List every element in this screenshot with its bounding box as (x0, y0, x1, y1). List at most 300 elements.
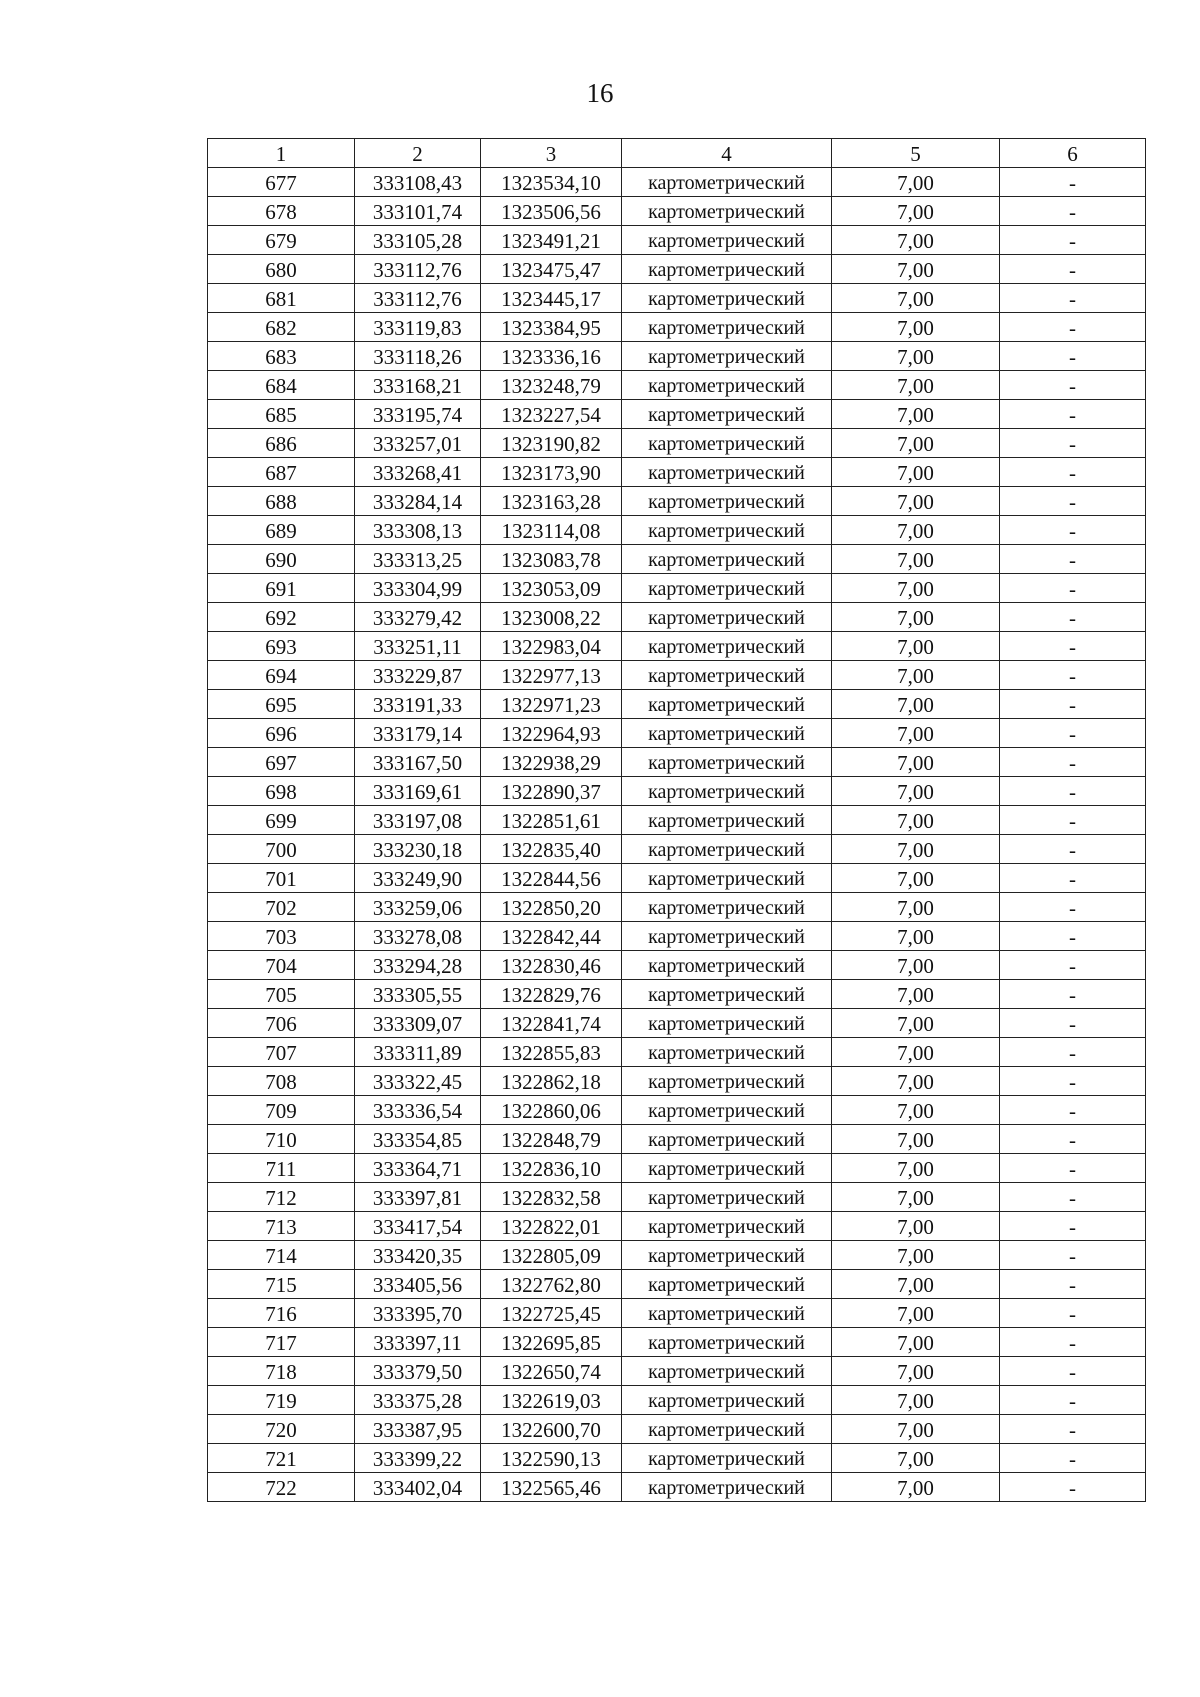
point-number-cell: 680 (208, 255, 355, 284)
table-row (208, 458, 1146, 487)
method-cell: картометрический (622, 806, 832, 835)
x-coordinate-cell: 333336,54 (355, 1096, 481, 1125)
description-cell: - (1000, 1444, 1146, 1473)
description-cell: - (1000, 632, 1146, 661)
method-cell: картометрический (622, 1473, 832, 1502)
accuracy-cell: 7,00 (832, 603, 1000, 632)
y-coordinate-cell: 1323491,21 (481, 226, 622, 255)
x-coordinate-cell: 333119,83 (355, 313, 481, 342)
table-row (208, 835, 1146, 864)
table-row (208, 371, 1146, 400)
x-coordinate-cell: 333354,85 (355, 1125, 481, 1154)
y-coordinate-cell: 1322829,76 (481, 980, 622, 1009)
y-coordinate-cell: 1322844,56 (481, 864, 622, 893)
x-coordinate-cell: 333313,25 (355, 545, 481, 574)
x-coordinate-cell: 333112,76 (355, 284, 481, 313)
accuracy-cell: 7,00 (832, 951, 1000, 980)
point-number-cell: 702 (208, 893, 355, 922)
description-cell: - (1000, 545, 1146, 574)
y-coordinate-cell: 1323190,82 (481, 429, 622, 458)
x-coordinate-cell: 333259,06 (355, 893, 481, 922)
point-number-cell: 718 (208, 1357, 355, 1386)
x-coordinate-cell: 333308,13 (355, 516, 481, 545)
accuracy-cell: 7,00 (832, 748, 1000, 777)
point-number-cell: 689 (208, 516, 355, 545)
description-cell: - (1000, 226, 1146, 255)
method-cell: картометрический (622, 487, 832, 516)
description-cell: - (1000, 777, 1146, 806)
description-cell: - (1000, 1183, 1146, 1212)
method-cell: картометрический (622, 951, 832, 980)
table-row (208, 342, 1146, 371)
y-coordinate-cell: 1322565,46 (481, 1473, 622, 1502)
method-cell: картометрический (622, 1357, 832, 1386)
header-col-4: 4 (622, 139, 832, 168)
x-coordinate-cell: 333249,90 (355, 864, 481, 893)
table-row (208, 487, 1146, 516)
accuracy-cell: 7,00 (832, 429, 1000, 458)
method-cell: картометрический (622, 835, 832, 864)
description-cell: - (1000, 1096, 1146, 1125)
table-row (208, 1154, 1146, 1183)
table-row (208, 168, 1146, 197)
description-cell: - (1000, 400, 1146, 429)
y-coordinate-cell: 1322590,13 (481, 1444, 622, 1473)
method-cell: картометрический (622, 864, 832, 893)
point-number-cell: 685 (208, 400, 355, 429)
method-cell: картометрический (622, 255, 832, 284)
method-cell: картометрический (622, 226, 832, 255)
accuracy-cell: 7,00 (832, 371, 1000, 400)
table-row (208, 980, 1146, 1009)
table-row (208, 1009, 1146, 1038)
accuracy-cell: 7,00 (832, 1415, 1000, 1444)
accuracy-cell: 7,00 (832, 1386, 1000, 1415)
method-cell: картометрический (622, 197, 832, 226)
accuracy-cell: 7,00 (832, 1154, 1000, 1183)
method-cell: картометрический (622, 400, 832, 429)
x-coordinate-cell: 333105,28 (355, 226, 481, 255)
point-number-cell: 677 (208, 168, 355, 197)
point-number-cell: 703 (208, 922, 355, 951)
x-coordinate-cell: 333397,81 (355, 1183, 481, 1212)
accuracy-cell: 7,00 (832, 1125, 1000, 1154)
page-number: 16 (586, 78, 614, 108)
accuracy-cell: 7,00 (832, 168, 1000, 197)
method-cell: картометрический (622, 342, 832, 371)
point-number-cell: 707 (208, 1038, 355, 1067)
method-cell: картометрический (622, 893, 832, 922)
header-col-2: 2 (355, 139, 481, 168)
accuracy-cell: 7,00 (832, 226, 1000, 255)
table-row (208, 806, 1146, 835)
description-cell: - (1000, 719, 1146, 748)
point-number-cell: 721 (208, 1444, 355, 1473)
table-row (208, 1270, 1146, 1299)
method-cell: картометрический (622, 516, 832, 545)
description-cell: - (1000, 980, 1146, 1009)
header-col-3: 3 (481, 139, 622, 168)
point-number-cell: 682 (208, 313, 355, 342)
point-number-cell: 700 (208, 835, 355, 864)
table-row (208, 864, 1146, 893)
description-cell: - (1000, 458, 1146, 487)
x-coordinate-cell: 333379,50 (355, 1357, 481, 1386)
table-row (208, 1299, 1146, 1328)
accuracy-cell: 7,00 (832, 1038, 1000, 1067)
x-coordinate-cell: 333284,14 (355, 487, 481, 516)
accuracy-cell: 7,00 (832, 458, 1000, 487)
y-coordinate-cell: 1322836,10 (481, 1154, 622, 1183)
y-coordinate-cell: 1322977,13 (481, 661, 622, 690)
accuracy-cell: 7,00 (832, 1328, 1000, 1357)
point-number-cell: 681 (208, 284, 355, 313)
accuracy-cell: 7,00 (832, 719, 1000, 748)
point-number-cell: 698 (208, 777, 355, 806)
x-coordinate-cell: 333294,28 (355, 951, 481, 980)
table-row (208, 951, 1146, 980)
description-cell: - (1000, 748, 1146, 777)
y-coordinate-cell: 1323083,78 (481, 545, 622, 574)
table-row (208, 226, 1146, 255)
description-cell: - (1000, 893, 1146, 922)
x-coordinate-cell: 333108,43 (355, 168, 481, 197)
description-cell: - (1000, 1328, 1146, 1357)
y-coordinate-cell: 1323506,56 (481, 197, 622, 226)
x-coordinate-cell: 333397,11 (355, 1328, 481, 1357)
table-row (208, 1067, 1146, 1096)
y-coordinate-cell: 1322855,83 (481, 1038, 622, 1067)
point-number-cell: 688 (208, 487, 355, 516)
description-cell: - (1000, 806, 1146, 835)
description-cell: - (1000, 487, 1146, 516)
point-number-cell: 711 (208, 1154, 355, 1183)
method-cell: картометрический (622, 1183, 832, 1212)
method-cell: картометрический (622, 313, 832, 342)
table-row (208, 661, 1146, 690)
x-coordinate-cell: 333387,95 (355, 1415, 481, 1444)
description-cell: - (1000, 516, 1146, 545)
accuracy-cell: 7,00 (832, 574, 1000, 603)
method-cell: картометрический (622, 748, 832, 777)
table-row (208, 1038, 1146, 1067)
table-row (208, 284, 1146, 313)
point-number-cell: 709 (208, 1096, 355, 1125)
point-number-cell: 704 (208, 951, 355, 980)
y-coordinate-cell: 1322600,70 (481, 1415, 622, 1444)
method-cell: картометрический (622, 922, 832, 951)
description-cell: - (1000, 1125, 1146, 1154)
description-cell: - (1000, 690, 1146, 719)
accuracy-cell: 7,00 (832, 1183, 1000, 1212)
x-coordinate-cell: 333420,35 (355, 1241, 481, 1270)
x-coordinate-cell: 333322,45 (355, 1067, 481, 1096)
table-row (208, 922, 1146, 951)
header-col-5: 5 (832, 139, 1000, 168)
method-cell: картометрический (622, 429, 832, 458)
y-coordinate-cell: 1322841,74 (481, 1009, 622, 1038)
table-row (208, 1183, 1146, 1212)
method-cell: картометрический (622, 661, 832, 690)
accuracy-cell: 7,00 (832, 545, 1000, 574)
table-body (208, 168, 1146, 1502)
description-cell: - (1000, 168, 1146, 197)
y-coordinate-cell: 1323008,22 (481, 603, 622, 632)
table-row (208, 1328, 1146, 1357)
point-number-cell: 722 (208, 1473, 355, 1502)
table-row (208, 197, 1146, 226)
table-row (208, 313, 1146, 342)
point-number-cell: 692 (208, 603, 355, 632)
accuracy-cell: 7,00 (832, 1009, 1000, 1038)
method-cell: картометрический (622, 284, 832, 313)
table-row (208, 429, 1146, 458)
y-coordinate-cell: 1323384,95 (481, 313, 622, 342)
y-coordinate-cell: 1322830,46 (481, 951, 622, 980)
method-cell: картометрический (622, 1299, 832, 1328)
method-cell: картометрический (622, 1328, 832, 1357)
accuracy-cell: 7,00 (832, 313, 1000, 342)
x-coordinate-cell: 333311,89 (355, 1038, 481, 1067)
table-row (208, 516, 1146, 545)
method-cell: картометрический (622, 1212, 832, 1241)
method-cell: картометрический (622, 371, 832, 400)
table-row (208, 400, 1146, 429)
point-number-cell: 687 (208, 458, 355, 487)
x-coordinate-cell: 333118,26 (355, 342, 481, 371)
description-cell: - (1000, 255, 1146, 284)
y-coordinate-cell: 1322848,79 (481, 1125, 622, 1154)
header-col-1: 1 (208, 139, 355, 168)
y-coordinate-cell: 1322964,93 (481, 719, 622, 748)
accuracy-cell: 7,00 (832, 516, 1000, 545)
header-row (208, 139, 1146, 168)
point-number-cell: 713 (208, 1212, 355, 1241)
x-coordinate-cell: 333230,18 (355, 835, 481, 864)
y-coordinate-cell: 1322851,61 (481, 806, 622, 835)
description-cell: - (1000, 574, 1146, 603)
x-coordinate-cell: 333268,41 (355, 458, 481, 487)
x-coordinate-cell: 333395,70 (355, 1299, 481, 1328)
accuracy-cell: 7,00 (832, 864, 1000, 893)
point-number-cell: 715 (208, 1270, 355, 1299)
y-coordinate-cell: 1323475,47 (481, 255, 622, 284)
description-cell: - (1000, 371, 1146, 400)
x-coordinate-cell: 333278,08 (355, 922, 481, 951)
description-cell: - (1000, 1270, 1146, 1299)
x-coordinate-cell: 333375,28 (355, 1386, 481, 1415)
y-coordinate-cell: 1323163,28 (481, 487, 622, 516)
y-coordinate-cell: 1322805,09 (481, 1241, 622, 1270)
y-coordinate-cell: 1322762,80 (481, 1270, 622, 1299)
point-number-cell: 714 (208, 1241, 355, 1270)
table-row (208, 574, 1146, 603)
x-coordinate-cell: 333195,74 (355, 400, 481, 429)
y-coordinate-cell: 1323053,09 (481, 574, 622, 603)
table-row (208, 545, 1146, 574)
description-cell: - (1000, 661, 1146, 690)
y-coordinate-cell: 1322725,45 (481, 1299, 622, 1328)
table-row (208, 1125, 1146, 1154)
description-cell: - (1000, 429, 1146, 458)
method-cell: картометрический (622, 574, 832, 603)
table-row (208, 1386, 1146, 1415)
table-row (208, 1415, 1146, 1444)
x-coordinate-cell: 333399,22 (355, 1444, 481, 1473)
point-number-cell: 686 (208, 429, 355, 458)
x-coordinate-cell: 333168,21 (355, 371, 481, 400)
point-number-cell: 716 (208, 1299, 355, 1328)
method-cell: картометрический (622, 1415, 832, 1444)
description-cell: - (1000, 603, 1146, 632)
y-coordinate-cell: 1322983,04 (481, 632, 622, 661)
y-coordinate-cell: 1322650,74 (481, 1357, 622, 1386)
method-cell: картометрический (622, 980, 832, 1009)
accuracy-cell: 7,00 (832, 632, 1000, 661)
table-header (208, 139, 1146, 168)
method-cell: картометрический (622, 719, 832, 748)
accuracy-cell: 7,00 (832, 1444, 1000, 1473)
accuracy-cell: 7,00 (832, 893, 1000, 922)
method-cell: картометрический (622, 1444, 832, 1473)
accuracy-cell: 7,00 (832, 342, 1000, 371)
y-coordinate-cell: 1323173,90 (481, 458, 622, 487)
x-coordinate-cell: 333417,54 (355, 1212, 481, 1241)
point-number-cell: 705 (208, 980, 355, 1009)
y-coordinate-cell: 1322695,85 (481, 1328, 622, 1357)
accuracy-cell: 7,00 (832, 284, 1000, 313)
point-number-cell: 694 (208, 661, 355, 690)
method-cell: картометрический (622, 690, 832, 719)
x-coordinate-cell: 333197,08 (355, 806, 481, 835)
description-cell: - (1000, 342, 1146, 371)
description-cell: - (1000, 313, 1146, 342)
accuracy-cell: 7,00 (832, 400, 1000, 429)
accuracy-cell: 7,00 (832, 255, 1000, 284)
method-cell: картометрический (622, 1038, 832, 1067)
accuracy-cell: 7,00 (832, 197, 1000, 226)
y-coordinate-cell: 1323534,10 (481, 168, 622, 197)
method-cell: картометрический (622, 603, 832, 632)
y-coordinate-cell: 1322971,23 (481, 690, 622, 719)
accuracy-cell: 7,00 (832, 690, 1000, 719)
description-cell: - (1000, 951, 1146, 980)
method-cell: картометрический (622, 458, 832, 487)
table-row (208, 1473, 1146, 1502)
y-coordinate-cell: 1322890,37 (481, 777, 622, 806)
x-coordinate-cell: 333309,07 (355, 1009, 481, 1038)
table-row (208, 603, 1146, 632)
accuracy-cell: 7,00 (832, 1357, 1000, 1386)
description-cell: - (1000, 1415, 1146, 1444)
accuracy-cell: 7,00 (832, 806, 1000, 835)
point-number-cell: 684 (208, 371, 355, 400)
x-coordinate-cell: 333402,04 (355, 1473, 481, 1502)
x-coordinate-cell: 333364,71 (355, 1154, 481, 1183)
table-row (208, 719, 1146, 748)
description-cell: - (1000, 1357, 1146, 1386)
y-coordinate-cell: 1322832,58 (481, 1183, 622, 1212)
point-number-cell: 706 (208, 1009, 355, 1038)
accuracy-cell: 7,00 (832, 1067, 1000, 1096)
accuracy-cell: 7,00 (832, 487, 1000, 516)
method-cell: картометрический (622, 1270, 832, 1299)
description-cell: - (1000, 1212, 1146, 1241)
table-row (208, 690, 1146, 719)
x-coordinate-cell: 333279,42 (355, 603, 481, 632)
point-number-cell: 696 (208, 719, 355, 748)
accuracy-cell: 7,00 (832, 777, 1000, 806)
method-cell: картометрический (622, 1067, 832, 1096)
accuracy-cell: 7,00 (832, 1473, 1000, 1502)
table-row (208, 1357, 1146, 1386)
table-row (208, 632, 1146, 661)
table-row (208, 777, 1146, 806)
point-number-cell: 720 (208, 1415, 355, 1444)
accuracy-cell: 7,00 (832, 835, 1000, 864)
description-cell: - (1000, 284, 1146, 313)
header-col-6: 6 (1000, 139, 1146, 168)
y-coordinate-cell: 1323248,79 (481, 371, 622, 400)
method-cell: картометрический (622, 1241, 832, 1270)
point-number-cell: 708 (208, 1067, 355, 1096)
x-coordinate-cell: 333169,61 (355, 777, 481, 806)
y-coordinate-cell: 1323227,54 (481, 400, 622, 429)
description-cell: - (1000, 864, 1146, 893)
y-coordinate-cell: 1322842,44 (481, 922, 622, 951)
y-coordinate-cell: 1322619,03 (481, 1386, 622, 1415)
accuracy-cell: 7,00 (832, 661, 1000, 690)
coordinates-table (207, 138, 1146, 1502)
point-number-cell: 693 (208, 632, 355, 661)
y-coordinate-cell: 1322850,20 (481, 893, 622, 922)
table-row (208, 1212, 1146, 1241)
method-cell: картометрический (622, 777, 832, 806)
x-coordinate-cell: 333101,74 (355, 197, 481, 226)
point-number-cell: 678 (208, 197, 355, 226)
point-number-cell: 701 (208, 864, 355, 893)
point-number-cell: 717 (208, 1328, 355, 1357)
point-number-cell: 710 (208, 1125, 355, 1154)
method-cell: картометрический (622, 1154, 832, 1183)
method-cell: картометрический (622, 168, 832, 197)
point-number-cell: 691 (208, 574, 355, 603)
y-coordinate-cell: 1322835,40 (481, 835, 622, 864)
y-coordinate-cell: 1323336,16 (481, 342, 622, 371)
method-cell: картометрический (622, 1096, 832, 1125)
point-number-cell: 697 (208, 748, 355, 777)
method-cell: картометрический (622, 1386, 832, 1415)
table-row (208, 1096, 1146, 1125)
table-row (208, 255, 1146, 284)
point-number-cell: 699 (208, 806, 355, 835)
description-cell: - (1000, 1473, 1146, 1502)
table-row (208, 748, 1146, 777)
accuracy-cell: 7,00 (832, 1241, 1000, 1270)
accuracy-cell: 7,00 (832, 1096, 1000, 1125)
method-cell: картометрический (622, 1009, 832, 1038)
x-coordinate-cell: 333179,14 (355, 719, 481, 748)
accuracy-cell: 7,00 (832, 1299, 1000, 1328)
description-cell: - (1000, 1299, 1146, 1328)
x-coordinate-cell: 333257,01 (355, 429, 481, 458)
accuracy-cell: 7,00 (832, 1212, 1000, 1241)
accuracy-cell: 7,00 (832, 1270, 1000, 1299)
y-coordinate-cell: 1322938,29 (481, 748, 622, 777)
y-coordinate-cell: 1322860,06 (481, 1096, 622, 1125)
description-cell: - (1000, 1154, 1146, 1183)
description-cell: - (1000, 1038, 1146, 1067)
